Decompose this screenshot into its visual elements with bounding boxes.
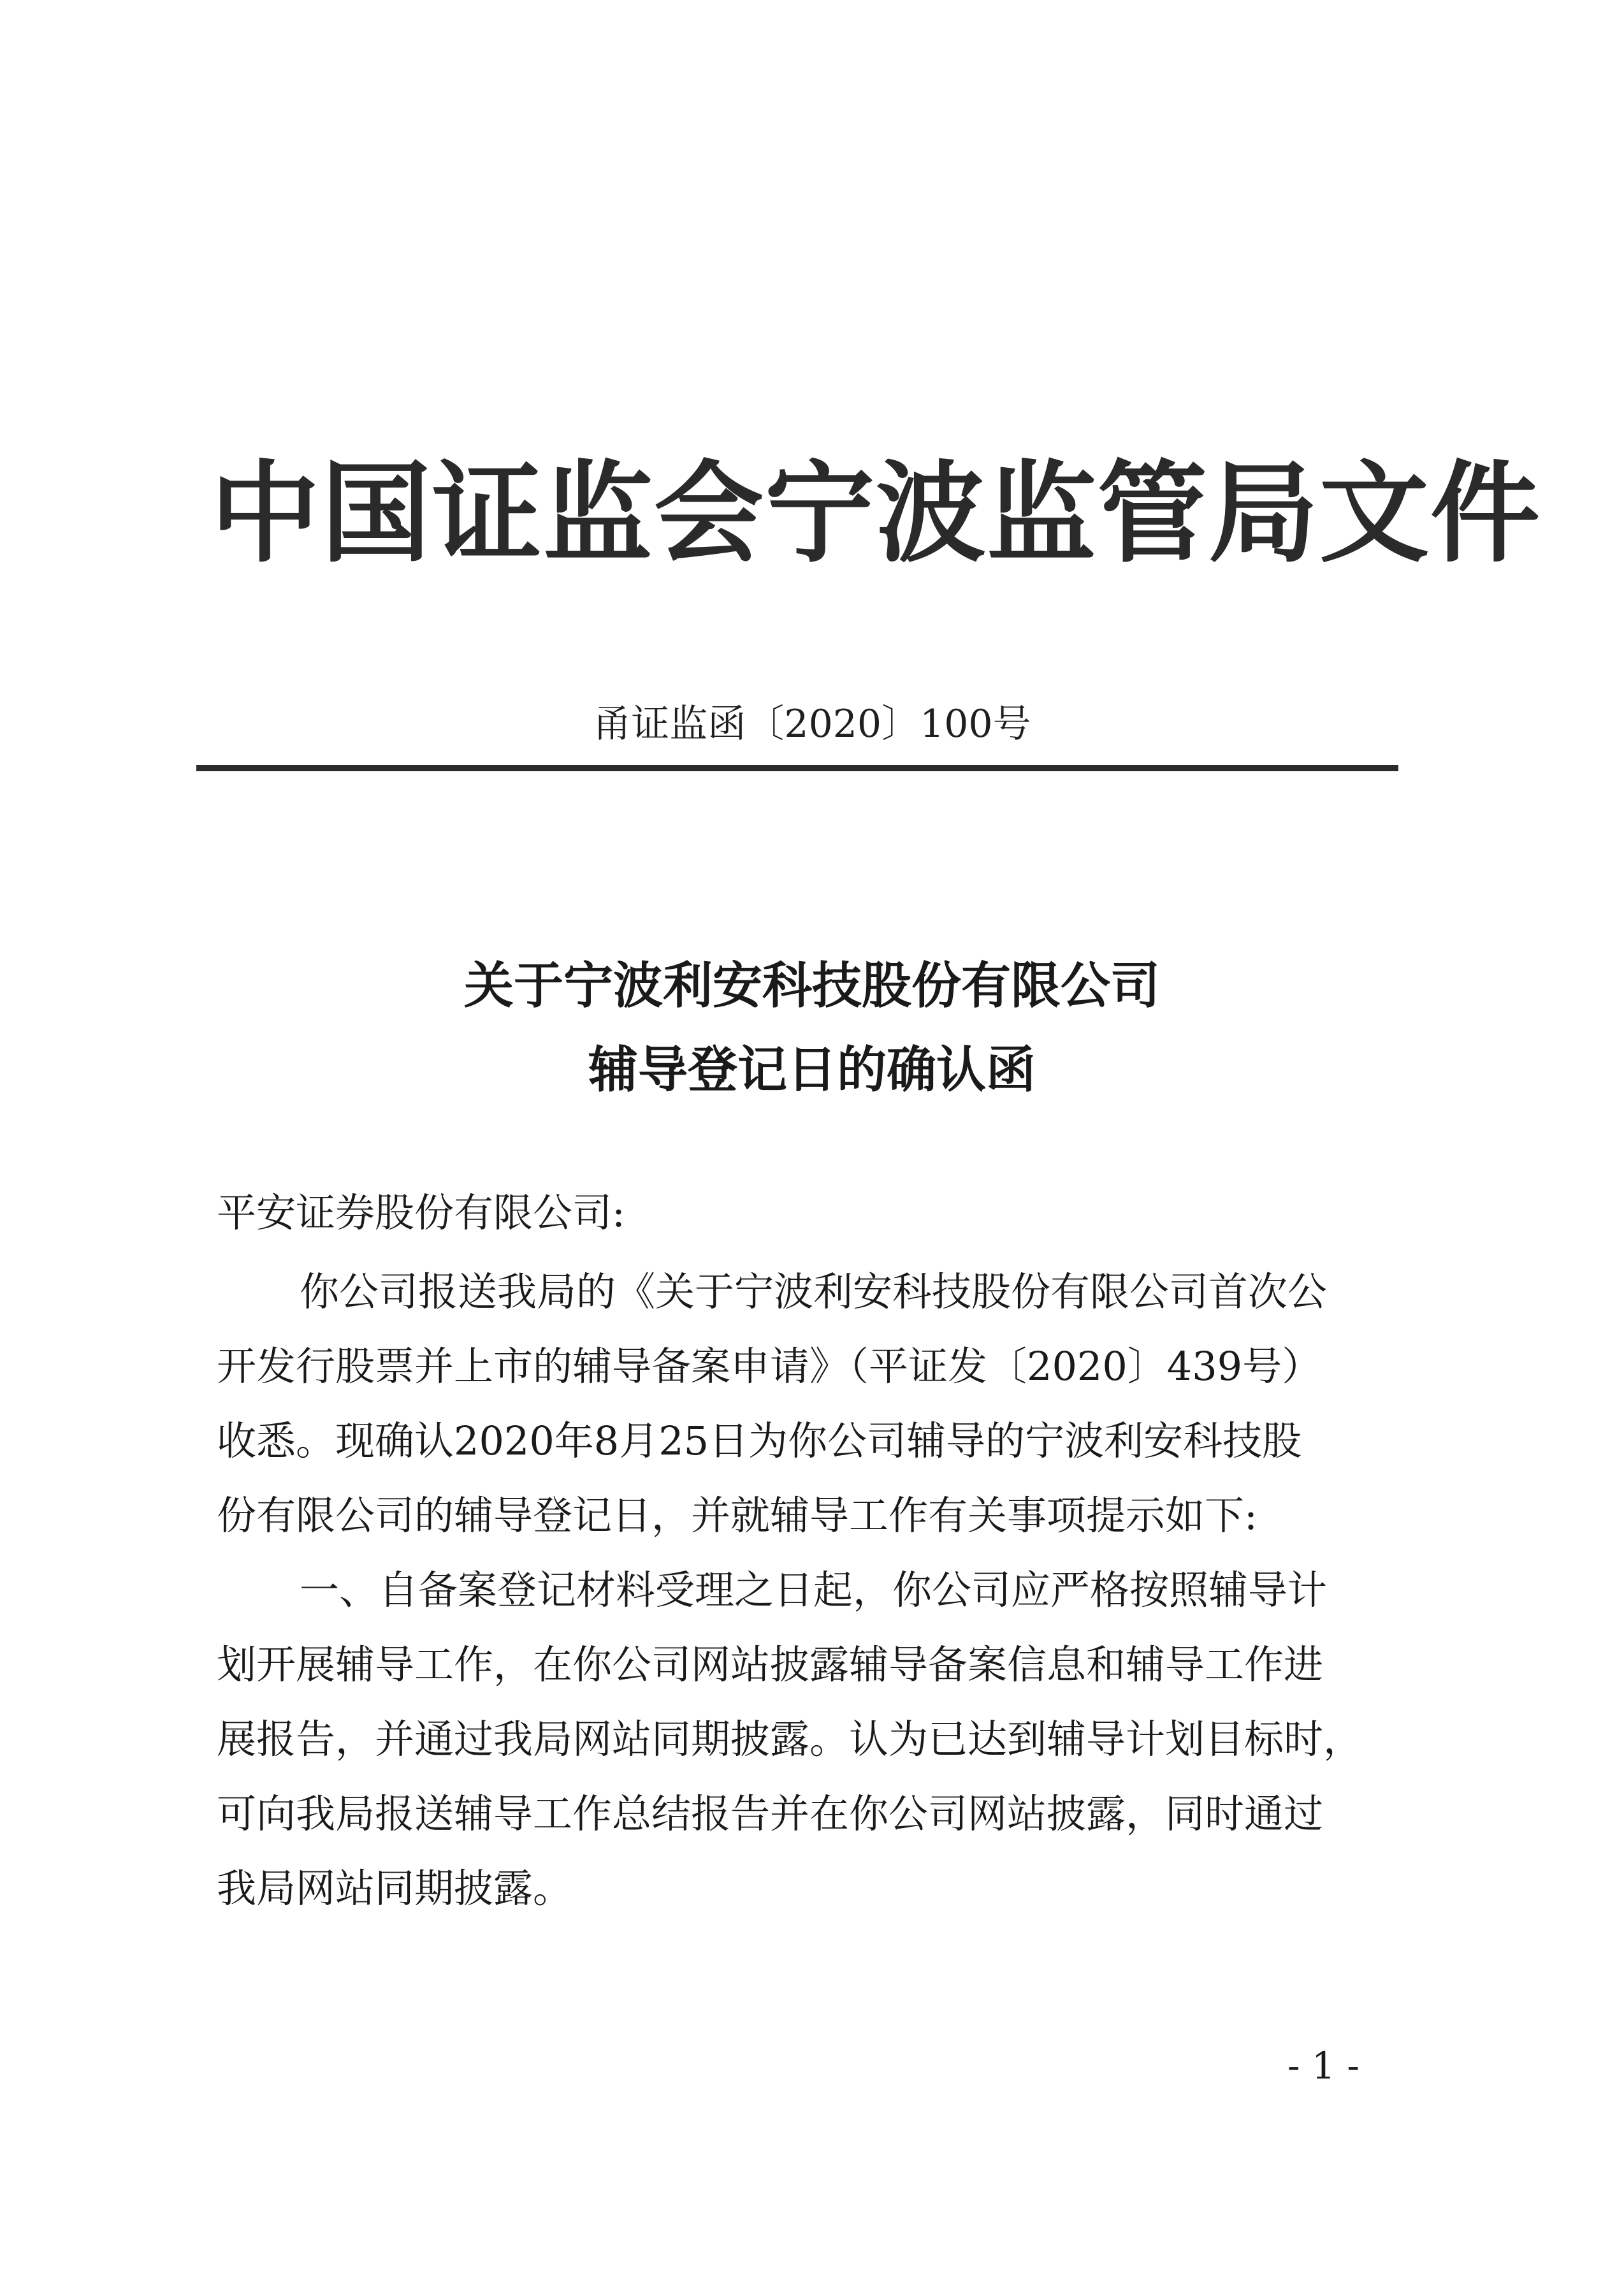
body-line-1: 你公司报送我局的《关于宁波利安科技股份有限公司首次公: [300, 1268, 1328, 1315]
body-line-8: 可向我局报送辅导工作总结报告并在你公司网站披露，同时通过: [217, 1790, 1324, 1837]
header-divider: [196, 765, 1398, 771]
body-line-6: 划开展辅导工作，在你公司网站披露辅导备案信息和辅导工作进: [217, 1641, 1324, 1688]
recipient-line: 平安证券股份有限公司:: [217, 1189, 625, 1236]
document-header-title: 中国证监会宁波监管局文件: [210, 449, 1541, 577]
body-line-9: 我局网站同期披露。: [217, 1865, 573, 1912]
body-line-5: 一、自备案登记材料受理之日起，你公司应严格按照辅导计: [300, 1567, 1328, 1613]
page-number: - 1 -: [1287, 2044, 1359, 2087]
letter-title-line-2: 辅导登记日的确认函: [588, 1041, 1036, 1099]
body-line-7: 展报告，并通过我局网站同期披露。认为已达到辅导计划目标时，: [217, 1716, 1363, 1762]
body-line-4: 份有限公司的辅导登记日，并就辅导工作有关事项提示如下:: [217, 1492, 1258, 1539]
body-line-3: 收悉。现确认2020年8月25日为你公司辅导的宁波利安科技股: [217, 1418, 1302, 1464]
body-line-2: 开发行股票并上市的辅导备案申请》（平证发〔2020〕439号）: [217, 1343, 1322, 1389]
document-number: 甬证监函〔2020〕100号: [593, 702, 1031, 746]
letter-title-line-1: 关于宁波利安科技股份有限公司: [463, 957, 1160, 1015]
